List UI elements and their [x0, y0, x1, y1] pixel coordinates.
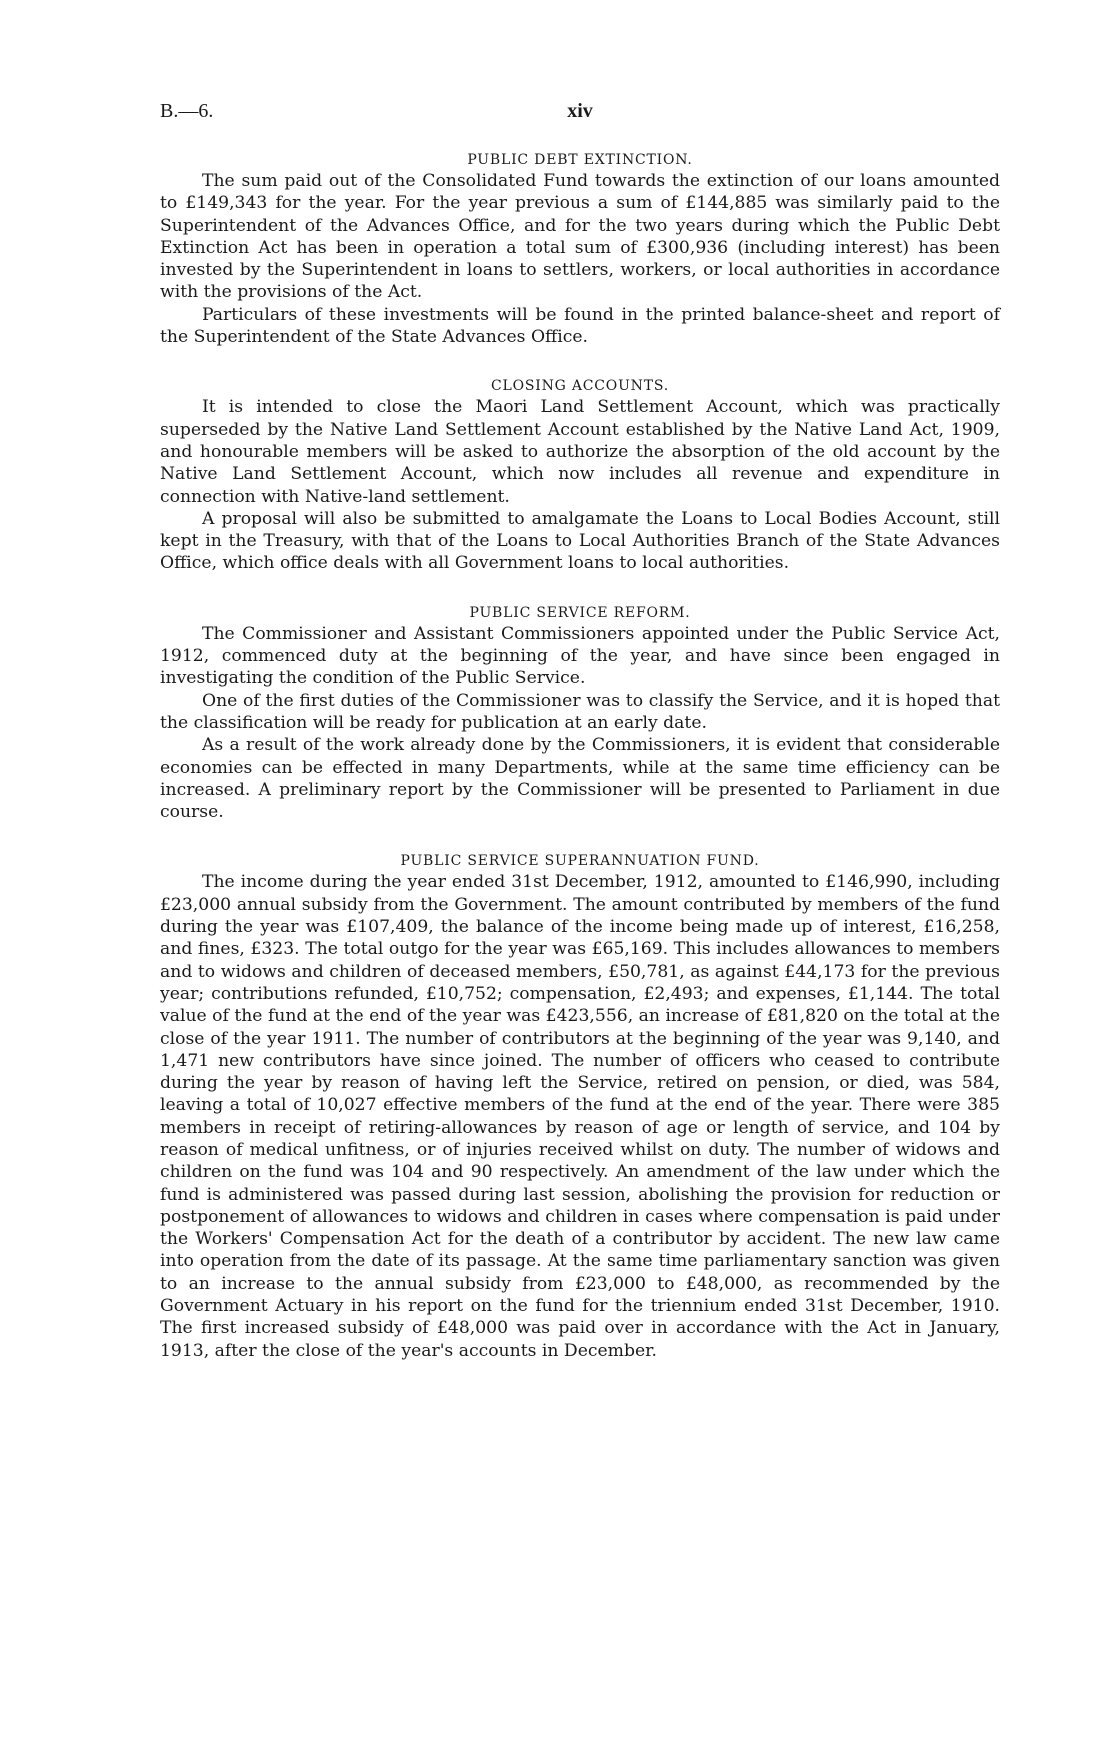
page-header	[160, 100, 1000, 130]
paragraph: As a result of the work already done by the Commissioners, it is evident that considerable economies can be effected in many Departments, while at the same time efficiency can be increased. A preliminary report by the Commissioner will be presented to Parliament in due course.	[160, 735, 1000, 823]
paragraph: It is intended to close the Maori Land Settlement Account, which was practically superseded by the Native Land Settlement Account established by the Native Land Act, 1909, and honourable members will be asked to authorize the absorption of the old account by the Native Land Settlement Account, which now includes all revenue and expenditure in connection with Native-land settlement.	[160, 397, 1000, 507]
paragraph: One of the first duties of the Commissioner was to classify the Service, and it is hoped that the classification will be ready for publication at an early date.	[160, 690, 1000, 733]
section-heading: CLOSING ACCOUNTS.	[490, 378, 670, 395]
section-superannuation-fund	[160, 851, 1000, 1362]
document-body	[160, 128, 1000, 1362]
section-heading: PUBLIC SERVICE REFORM.	[469, 604, 691, 621]
paragraph: A proposal will also be submitted to amalgamate the Loans to Local Bodies Account, still kept in the Treasury, with that of the Loans to Local Authorities Branch of the State Advances Office, which office deals with all Government loans to local authorities.	[160, 508, 1000, 574]
page-number: xiv	[567, 100, 593, 122]
section-public-debt-extinction	[160, 150, 1000, 348]
section-heading: PUBLIC DEBT EXTINCTION.	[467, 152, 693, 168]
page-reference: B.—6.	[160, 100, 214, 122]
paragraph: The sum paid out of the Consolidated Fund towards the extinction of our loans amounted to £149,343 for the year. For the year previous a sum of £144,885 was similarly paid to the Superintendent of the Advances Office, and for the two years during which the Public Debt Extinction Act has been in operation a total sum of £300,936 (including interest) has been invested by the Superintendent in loans to settlers, workers, or local authorities in accordance with the provisions of the Act.	[160, 171, 1000, 303]
paragraph: The income during the year ended 31st December, 1912, amounted to £146,990, including £23,000 annual subsidy from the Government. The amount contributed by members of the fund during the year was £107,409, the balance of the income being made up of interest, £16,258, and fines, £323. The total outgo for the year was £65,169. This includes allowances to members and to widows and children of deceased members, £50,781, as against £44,173 for the previous year; contributions refunded, £10,752; compensation, £2,493; and expenses, £1,144. The total value of the fund at the end of the year was £423,556, an increase of £81,820 on the total at the close of the year 1911. The number of contributors at the beginning of the year was 9,140, and 1,471 new contributors have since joined. The number of officers who ceased to contribute during the year by reason of having left the Service, retired on pension, or died, was 584, leaving a total of 10,027 effective members of the fund at the end of the year. There were 385 members in receipt of retiring-allowances by reason of age or length of service, and 104 by reason of medical unfitness, or of injuries received whilst on duty. The number of widows and children on the fund was 104 and 90 respectively. An amendment of the law under which the fund is administered was passed during last session, abolishing the provision for reduction or postponement of allowances to widows and children in cases where compensation is paid under the Workers' Compensation Act for the death of a contributor by accident. The new law came into operation from the date of its passage. At the same time parliamentary sanction was given to an increase to the annual subsidy from £23,000 to £48,000, as recommended by the Government Actuary in his report on the fund for the triennium ended 31st December, 1910. The first increased subsidy of £48,000 was paid over in accordance with the Act in January, 1913, after the close of the year's accounts in December.	[160, 872, 1001, 1361]
paragraph: Particulars of these investments will be found in the printed balance-sheet and report of the Superintendent of the State Advances Office.	[160, 304, 1000, 348]
section-heading: PUBLIC SERVICE SUPERANNUATION FUND.	[400, 853, 760, 870]
section-public-service-reform	[160, 603, 1000, 824]
section-closing-accounts	[160, 376, 1000, 574]
paragraph: The Commissioner and Assistant Commissioners appointed under the Public Service Act, 1912, commenced duty at the beginning of the year, and have since been engaged in investigating the condition of the Public Service.	[160, 623, 1000, 689]
